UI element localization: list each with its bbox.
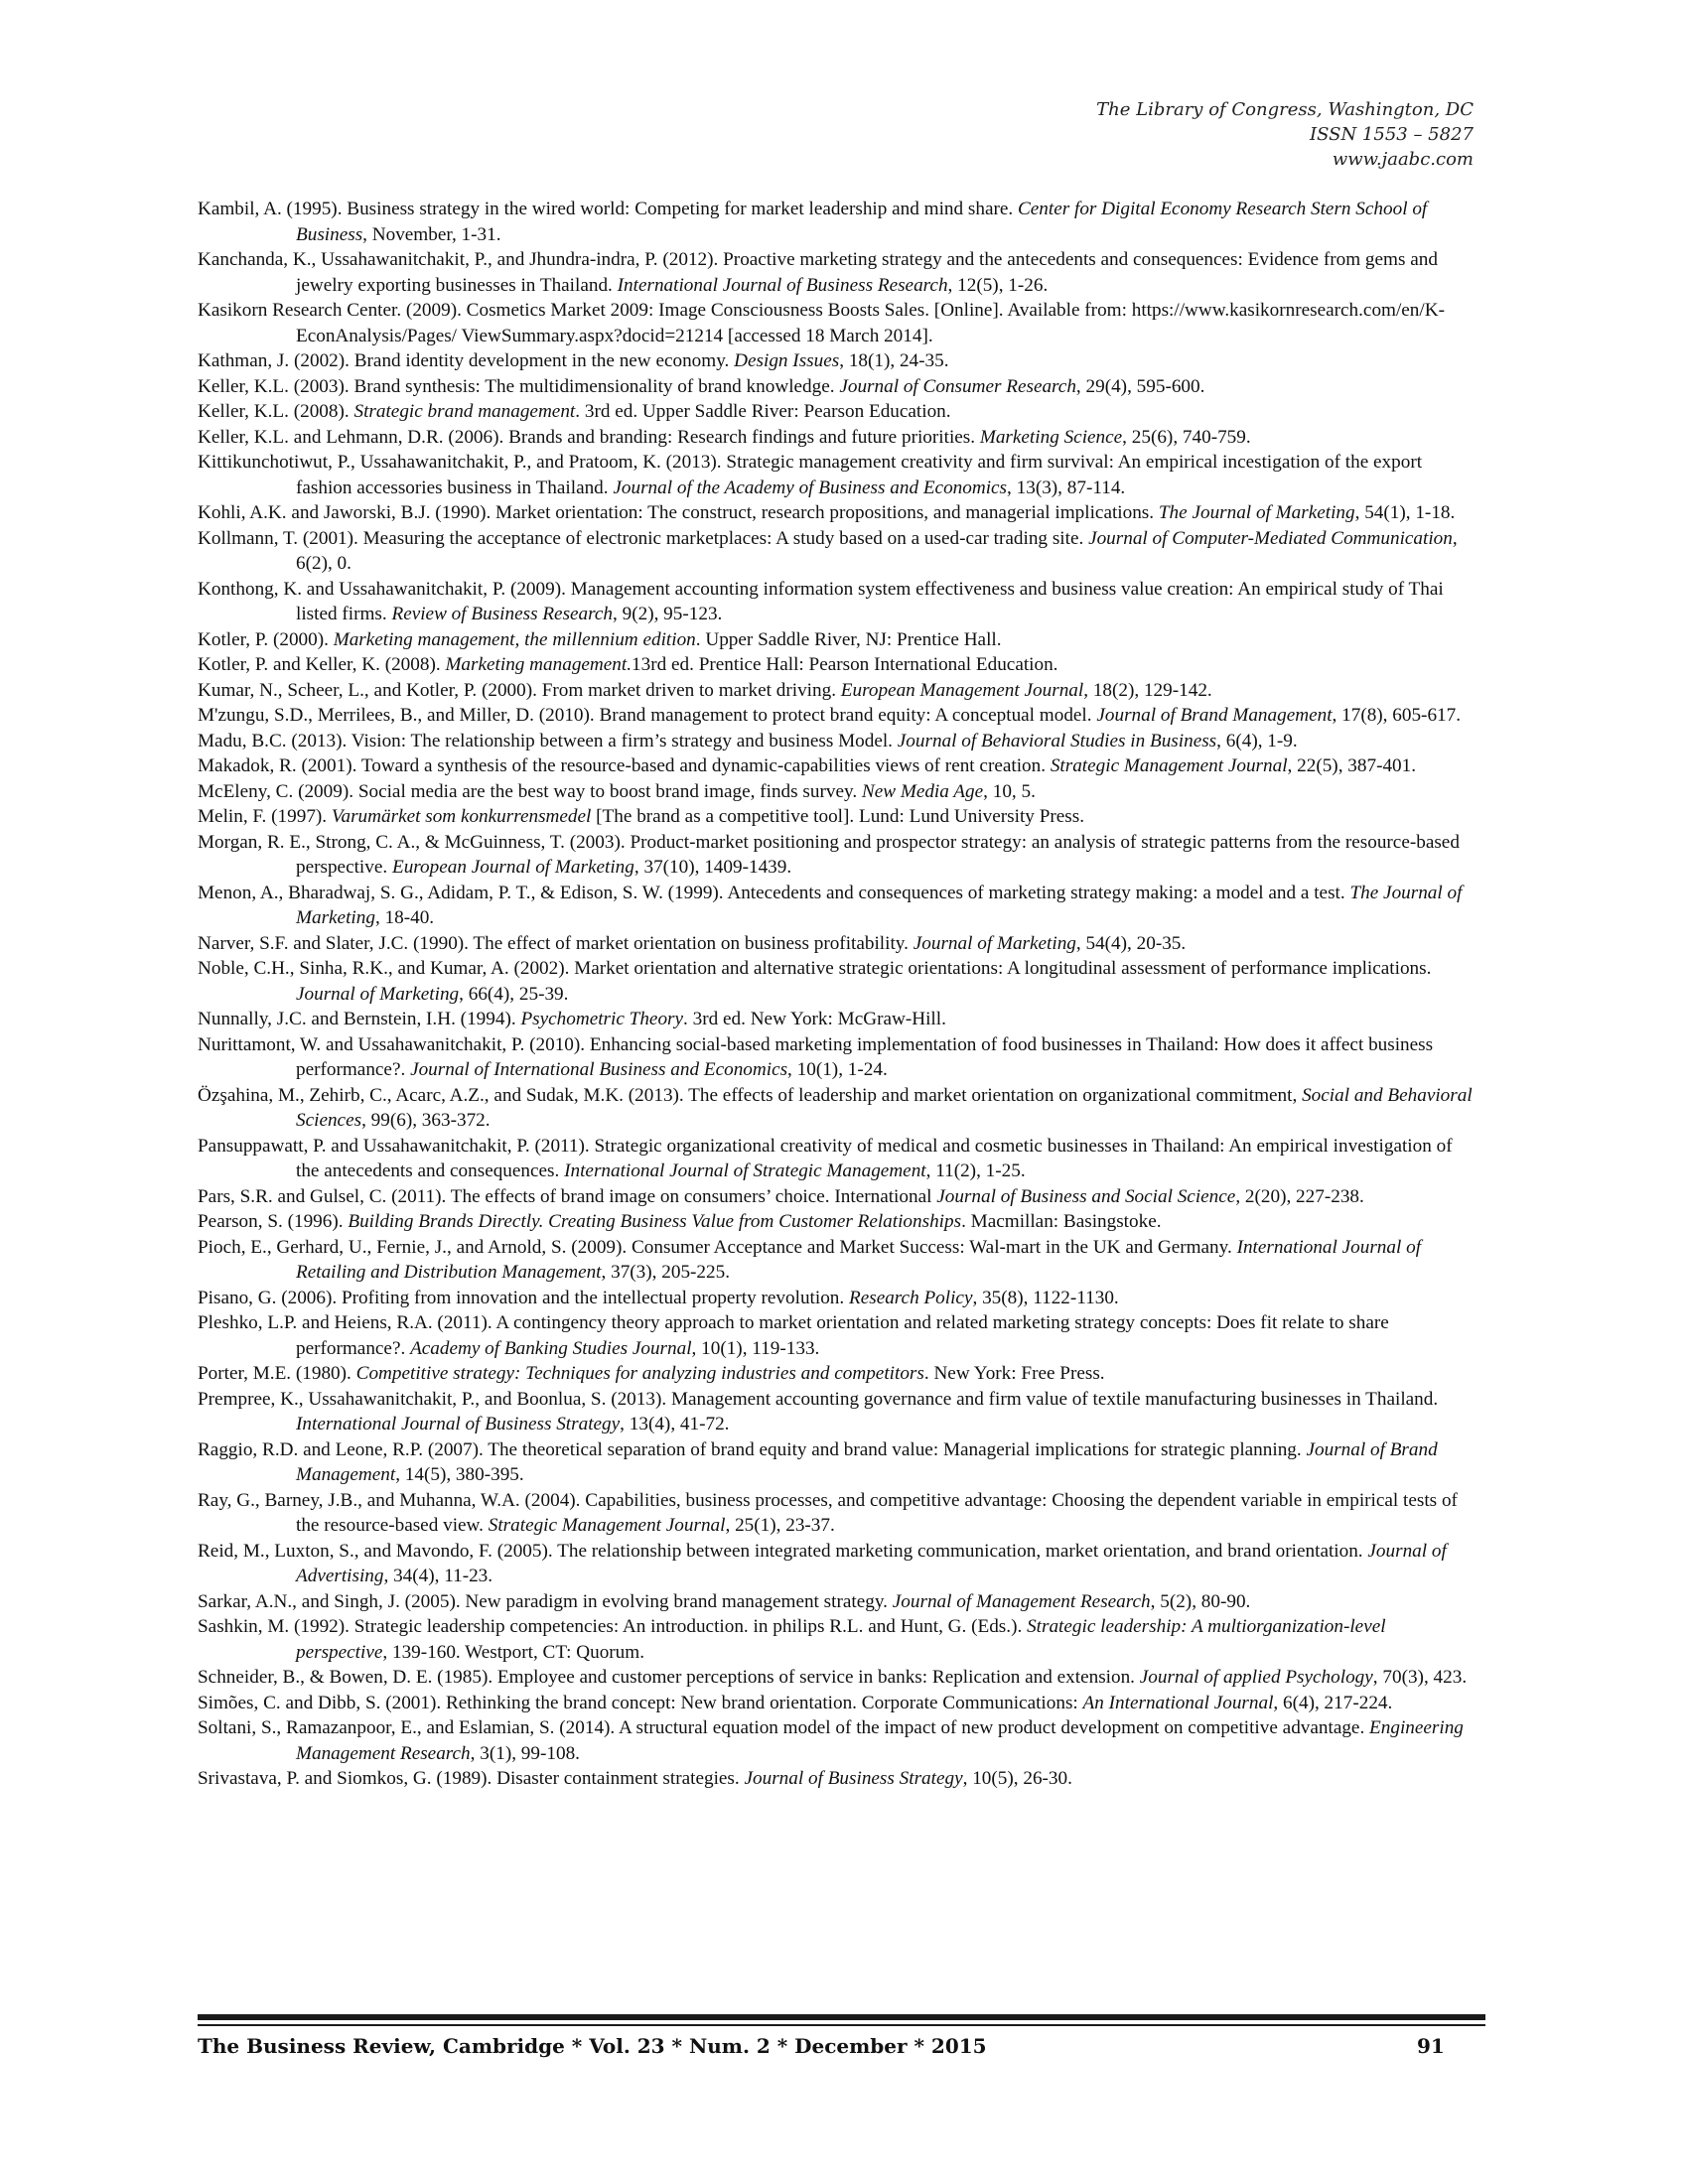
header-issn: ISSN 1553 – 5827 [1310, 124, 1474, 145]
reference-text: Kumar, N., Scheer, L., and Kotler, P. (2000). From market driven to market driving. [198, 679, 841, 701]
reference-text: Kohli, A.K. and Jaworski, B.J. (1990). Market orientation: The construct, research propositions, and managerial implications. [198, 502, 1159, 523]
reference-details: , 3(1), 99-108. [470, 1742, 580, 1764]
reference-details: . Macmillan: Basingstoke. [961, 1211, 1162, 1232]
reference-entry [198, 197, 1478, 247]
footer-rule-thin [198, 2024, 1485, 2026]
reference-entry [198, 348, 1478, 374]
reference-details: 13rd ed. Prentice Hall: Pearson International Education. [632, 654, 1058, 675]
reference-source-title: Strategic Management Journal [488, 1515, 726, 1536]
reference-entry [198, 1007, 1478, 1032]
reference-source-title: Center for Digital Economy Research Stern School of Business [296, 199, 1428, 245]
reference-entry [198, 1715, 1478, 1766]
running-header [778, 97, 1474, 172]
reference-text: Kanchanda, K., Ussahawanitchakit, P., and Jhundra-indra, P. (2012). Proactive marketing strategy and the antecedents and consequences: Evidence from gems and jewelry exporting businesses in Thailand. [198, 249, 1438, 296]
reference-details: , 10(1), 119-133. [691, 1337, 820, 1359]
reference-entry [198, 1387, 1478, 1437]
reference-entry [198, 450, 1478, 500]
reference-details: , 10(5), 26-30. [962, 1768, 1072, 1789]
reference-source-title: Journal of Brand Management [296, 1438, 1438, 1485]
reference-source-title: International Journal of Strategic Management [564, 1160, 926, 1181]
reference-details: , 139-160. Westport, CT: Quorum. [382, 1641, 644, 1663]
reference-source-title: Research Policy [848, 1287, 973, 1308]
reference-text: Kathman, J. (2002). Brand identity development in the new economy. [198, 350, 735, 371]
reference-entry [198, 1083, 1478, 1134]
reference-details: , 66(4), 25-39. [459, 983, 569, 1005]
reference-entry [198, 678, 1478, 704]
reference-entry [198, 1310, 1478, 1361]
reference-text: Soltani, S., Ramazanpoor, E., and Eslamian, S. (2014). A structural equation model of the impact of new product development on competitive advantage. [198, 1717, 1370, 1738]
reference-entry [198, 956, 1478, 1007]
reference-text: Raggio, R.D. and Leone, R.P. (2007). The theoretical separation of brand equity and brand value: Managerial implications for strategic planning. [198, 1438, 1307, 1460]
reference-details: . 3rd ed. Upper Saddle River: Pearson Education. [575, 401, 951, 422]
reference-text: McEleny, C. (2009). Social media are the best way to boost brand image, finds survey. [198, 780, 862, 802]
reference-text: Pearson, S. (1996). [198, 1211, 349, 1232]
reference-text: Kasikorn Research Center. (2009). Cosmetics Market 2009: Image Consciousness Boosts Sales. [Online]. Available from: https://www.kasikornresearch.com/en/K-EconAnalysis/Pages/ ViewSummary.aspx?docid=21214 [accessed 18 March 2014]. [198, 300, 1445, 346]
reference-source-title: Journal of International Business and Economics [410, 1059, 788, 1080]
reference-source-title: Journal of Computer-Mediated Communication [1088, 527, 1453, 549]
reference-details: , 9(2), 95-123. [613, 604, 723, 624]
reference-source-title: The Journal of Marketing [296, 882, 1463, 928]
reference-text: Kollmann, T. (2001). Measuring the acceptance of electronic marketplaces: A study based on a used-car trading site. [198, 527, 1089, 549]
reference-details: , 99(6), 363-372. [361, 1110, 491, 1131]
reference-text: Prempree, K., Ussahawanitchakit, P., and Boonlua, S. (2013). Management accounting governance and firm value of textile manufacturing businesses in Thailand. [198, 1388, 1439, 1410]
reference-details: , 14(5), 380-395. [395, 1464, 524, 1485]
reference-entry [198, 1589, 1478, 1615]
reference-source-title: Review of Business Research [391, 604, 614, 624]
reference-details: , 6(2), 0. [296, 527, 1458, 574]
reference-text: Pansuppawatt, P. and Ussahawanitchakit, P. (2011). Strategic organizational creativity of medical and cosmetic businesses in Thailand: An empirical investigation of the antecedents and consequences. [198, 1135, 1453, 1181]
reference-entry [198, 298, 1478, 348]
reference-text: Keller, K.L. (2008). [198, 401, 354, 422]
reference-text: Narver, S.F. and Slater, J.C. (1990). The effect of market orientation on business profitability. [198, 932, 914, 954]
reference-entry [198, 1539, 1478, 1589]
reference-text: Noble, C.H., Sinha, R.K., and Kumar, A. (2002). Market orientation and alternative strategic orientations: A longitudinal assessment of performance implications. [198, 958, 1432, 979]
reference-entry [198, 1134, 1478, 1184]
reference-source-title: Design Issues [734, 350, 840, 371]
reference-entry [198, 1209, 1478, 1235]
reference-source-title: Journal of Business and Social Science [936, 1185, 1236, 1207]
reference-source-title: An International Journal [1082, 1692, 1274, 1713]
reference-details: , 18-40. [374, 907, 435, 928]
reference-details: , 29(4), 595-600. [1075, 375, 1205, 397]
reference-text: Kotler, P. and Keller, K. (2008). [198, 654, 446, 675]
reference-details: , 17(8), 605-617. [1332, 705, 1462, 726]
reference-source-title: New Media Age [861, 780, 984, 802]
reference-text: Kambil, A. (1995). Business strategy in the wired world: Competing for market leadership and mind share. [198, 199, 1018, 219]
reference-source-title: Strategic Management Journal [1050, 755, 1288, 776]
reference-text: Simões, C. and Dibb, S. (2001). Rethinking the brand concept: New brand orientation. Corporate Communications: [198, 1692, 1083, 1713]
reference-entry [198, 1665, 1478, 1691]
reference-source-title: Competitive strategy: Techniques for analyzing industries and competitors [355, 1363, 924, 1384]
reference-text: Pioch, E., Gerhard, U., Fernie, J., and Arnold, S. (2009). Consumer Acceptance and Market Success: Wal-mart in the UK and Germany. [198, 1236, 1237, 1258]
reference-source-title: Social and Behavioral Sciences [296, 1084, 1473, 1131]
reference-entry [198, 247, 1478, 298]
reference-text: Nurittamont, W. and Ussahawanitchakit, P. (2010). Enhancing social-based marketing implementation of food businesses in Thailand: How does it affect business performance?. [198, 1033, 1434, 1080]
reference-text: Sashkin, M. (1992). Strategic leadership competencies: An introduction. in philips R.L. and Hunt, G. (Eds.). [198, 1616, 1028, 1637]
reference-text: Kittikunchotiwut, P., Ussahawanitchakit, P., and Pratoom, K. (2013). Strategic management creativity and firm survival: An empirical incestigation of the export fashion accessories business in Thailand. [198, 452, 1423, 498]
reference-details: , November, 1-31. [362, 223, 501, 245]
reference-details: . Upper Saddle River, NJ: Prentice Hall. [695, 628, 1002, 650]
reference-details: . 3rd ed. New York: McGraw-Hill. [683, 1009, 946, 1029]
reference-source-title: Journal of Consumer Research [839, 375, 1076, 397]
reference-details: , 12(5), 1-26. [947, 274, 1049, 296]
reference-details: , 37(10), 1409-1439. [633, 857, 792, 878]
reference-text: Pleshko, L.P. and Heiens, R.A. (2011). A contingency theory approach to market orientation and related marketing strategy concepts: Does fit relate to share performance?. [198, 1312, 1389, 1359]
reference-source-title: Journal of Management Research [892, 1590, 1151, 1612]
reference-details: , 37(3), 205-225. [601, 1262, 731, 1283]
reference-entry [198, 374, 1478, 400]
reference-source-title: The Journal of Marketing [1158, 502, 1355, 523]
reference-details: , 18(1), 24-35. [839, 350, 949, 371]
reference-source-title: Journal of Marketing [296, 983, 460, 1005]
reference-source-title: Varumärket som konkurrensmedel [331, 806, 592, 827]
reference-source-title: Journal of applied Psychology [1139, 1667, 1373, 1688]
reference-details: , 10(1), 1-24. [787, 1059, 888, 1080]
reference-text: Ray, G., Barney, J.B., and Muhanna, W.A. (2004). Capabilities, business processes, and competitive advantage: Choosing the dependent variable in empirical tests of the resource-based view. [198, 1489, 1458, 1536]
reference-entry [198, 1437, 1478, 1488]
reference-source-title: Academy of Banking Studies Journal [410, 1337, 692, 1359]
header-publisher: The Library of Congress, Washington, DC [1096, 99, 1474, 120]
reference-text: Porter, M.E. (1980). [198, 1363, 356, 1384]
reference-entry [198, 1691, 1478, 1716]
reference-text: Keller, K.L. and Lehmann, D.R. (2006). Brands and branding: Research findings and future priorities. [198, 426, 980, 448]
reference-text: Madu, B.C. (2013). Vision: The relationship between a firm’s strategy and business Model. [198, 730, 898, 751]
reference-source-title: Strategic brand management [353, 401, 576, 422]
reference-details: . New York: Free Press. [923, 1363, 1105, 1384]
reference-source-title: European Management Journal [840, 679, 1084, 701]
reference-text: Pars, S.R. and Gulsel, C. (2011). The effects of brand image on consumers’ choice. International [198, 1185, 937, 1207]
reference-entry [198, 881, 1478, 931]
reference-text: Menon, A., Bharadwaj, S. G., Adidam, P. T., & Edison, S. W. (1999). Antecedents and consequences of marketing strategy making: a model and a test. [198, 882, 1350, 903]
reference-text: Schneider, B., & Bowen, D. E. (1985). Employee and customer perceptions of service in banks: Replication and extension. [198, 1667, 1140, 1688]
reference-details: , 11(2), 1-25. [925, 1160, 1026, 1181]
reference-text: Melin, F. (1997). [198, 806, 332, 827]
reference-source-title: Marketing management. [445, 654, 633, 675]
reference-entry [198, 1361, 1478, 1387]
reference-text: Keller, K.L. (2003). Brand synthesis: The multidimensionality of brand knowledge. [198, 375, 840, 397]
reference-source-title: Journal of Brand Management [1096, 705, 1333, 726]
footer-rule [198, 2014, 1485, 2020]
reference-entry [198, 830, 1478, 881]
reference-source-title: Psychometric Theory [520, 1009, 684, 1029]
reference-details: , 13(4), 41-72. [620, 1414, 730, 1434]
reference-source-title: Journal of the Academy of Business and Economics [613, 477, 1008, 498]
reference-source-title: International Journal of Business Research [617, 274, 948, 296]
reference-entry [198, 1184, 1478, 1210]
reference-details: , 6(4), 217-224. [1273, 1692, 1393, 1713]
reference-source-title: Marketing management, the millennium edition [333, 628, 696, 650]
reference-entry [198, 627, 1478, 653]
reference-text: Konthong, K. and Ussahawanitchakit, P. (2009). Management accounting information system effectiveness and business value creation: An empirical study of Thai listed firms. [198, 578, 1444, 624]
reference-entry [198, 1766, 1478, 1792]
reference-source-title: Journal of Business Strategy [744, 1768, 963, 1789]
reference-details: , 34(4), 11-23. [383, 1566, 493, 1586]
reference-list [198, 197, 1478, 1792]
reference-details: , 25(6), 740-759. [1122, 426, 1251, 448]
reference-text: Özşahina, M., Zehirb, C., Acarc, A.Z., and Sudak, M.K. (2013). The effects of leadership and market orientation on organizational commitment, [198, 1084, 1303, 1106]
reference-entry [198, 804, 1478, 830]
reference-entry [198, 1488, 1478, 1539]
reference-text: Srivastava, P. and Siomkos, G. (1989). Disaster containment strategies. [198, 1768, 745, 1789]
reference-entry [198, 931, 1478, 957]
reference-details: , 25(1), 23-37. [725, 1515, 835, 1536]
reference-details: , 13(3), 87-114. [1007, 477, 1126, 498]
reference-entry [198, 753, 1478, 779]
reference-entry [198, 729, 1478, 754]
reference-entry [198, 1614, 1478, 1665]
reference-text: Makadok, R. (2001). Toward a synthesis of the resource-based and dynamic-capabilities views of rent creation. [198, 755, 1051, 776]
reference-entry [198, 652, 1478, 678]
footer-journal-info: The Business Review, Cambridge * Vol. 23 * Num. 2 * December * 2015 [198, 2034, 987, 2058]
reference-source-title: Engineering Management Research [296, 1717, 1464, 1764]
reference-source-title: International Journal of Retailing and Distribution Management [296, 1236, 1422, 1283]
header-website: www.jaabc.com [1332, 149, 1474, 170]
reference-details: , 6(4), 1-9. [1216, 730, 1298, 751]
reference-entry [198, 500, 1478, 526]
reference-entry [198, 703, 1478, 729]
reference-source-title: European Journal of Marketing [391, 857, 634, 878]
reference-entry [198, 1032, 1478, 1083]
reference-entry [198, 1286, 1478, 1311]
reference-source-title: Strategic leadership: A multiorganization-level perspective [296, 1616, 1386, 1663]
reference-details: , 54(1), 1-18. [1354, 502, 1456, 523]
reference-source-title: International Journal of Business Strategy [296, 1414, 621, 1434]
reference-details: , 35(8), 1122-1130. [972, 1287, 1119, 1308]
reference-entry [198, 526, 1478, 577]
reference-text: Sarkar, A.N., and Singh, J. (2005). New paradigm in evolving brand management strategy. [198, 1590, 893, 1612]
reference-source-title: Journal of Advertising [296, 1540, 1447, 1586]
reference-source-title: Journal of Marketing [913, 932, 1076, 954]
reference-text: Nunnally, J.C. and Bernstein, I.H. (1994). [198, 1009, 521, 1029]
reference-details: , 5(2), 80-90. [1150, 1590, 1251, 1612]
reference-entry [198, 399, 1478, 425]
reference-source-title: Building Brands Directly. Creating Business Value from Customer Relationships [348, 1211, 962, 1232]
reference-details: , 22(5), 387-401. [1287, 755, 1417, 776]
reference-details: [The brand as a competitive tool]. Lund: Lund University Press. [591, 806, 1085, 827]
reference-text: Pisano, G. (2006). Profiting from innovation and the intellectual property revolution. [198, 1287, 849, 1308]
reference-details: , 18(2), 129-142. [1083, 679, 1212, 701]
reference-text: Reid, M., Luxton, S., and Mavondo, F. (2005). The relationship between integrated marketing communication, market orientation, and brand orientation. [198, 1540, 1368, 1562]
reference-text: M'zungu, S.D., Merrilees, B., and Miller, D. (2010). Brand management to protect brand equity: A conceptual model. [198, 705, 1097, 726]
reference-details: , 54(4), 20-35. [1075, 932, 1187, 954]
reference-source-title: Journal of Behavioral Studies in Business [897, 730, 1217, 751]
reference-entry [198, 1235, 1478, 1286]
reference-details: , 10, 5. [983, 780, 1036, 802]
page-number: 91 [1417, 2034, 1445, 2058]
reference-entry [198, 425, 1478, 451]
reference-text: Kotler, P. (2000). [198, 628, 334, 650]
reference-entry [198, 779, 1478, 805]
reference-details: , 70(3), 423. [1372, 1667, 1468, 1688]
reference-entry [198, 577, 1478, 627]
reference-source-title: Marketing Science [979, 426, 1123, 448]
reference-details: , 2(20), 227-238. [1235, 1185, 1364, 1207]
reference-text: Morgan, R. E., Strong, C. A., & McGuinness, T. (2003). Product-market positioning and prospector strategy: an analysis of strategic patterns from the resource-based perspective. [198, 831, 1460, 878]
